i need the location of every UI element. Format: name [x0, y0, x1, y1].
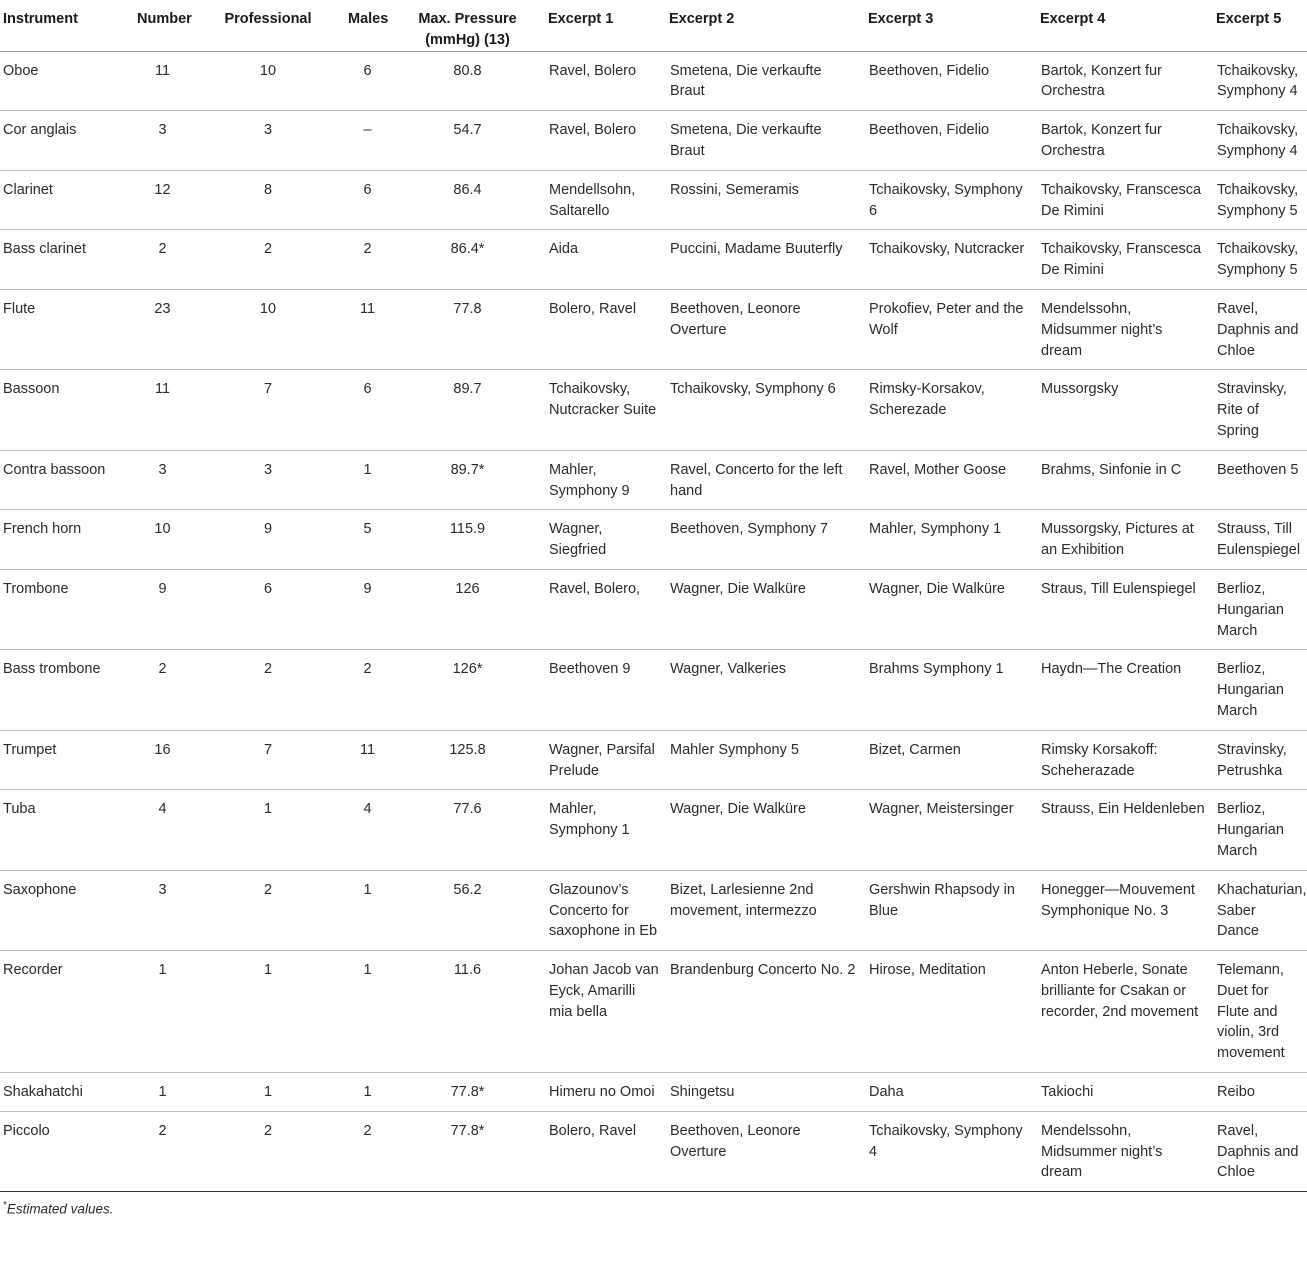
table-row — [0, 951, 1307, 1073]
cell-excerpt-2: Beethoven, Leonore Overture — [666, 289, 865, 369]
cell-excerpt-2: Beethoven, Symphony 7 — [666, 510, 865, 570]
cell-excerpt-4: Mussorgsky — [1037, 370, 1213, 450]
cell-number: 10 — [134, 510, 191, 570]
cell-excerpt-3: Prokofiev, Peter and the Wolf — [865, 289, 1037, 369]
cell-excerpt-2: Ravel, Concerto for the left hand — [666, 450, 865, 510]
cell-instrument: Saxophone — [0, 870, 134, 950]
header-excerpt-1: Excerpt 1 — [545, 0, 666, 51]
cell-instrument: Recorder — [0, 951, 134, 1073]
cell-excerpt-3: Wagner, Meistersinger — [865, 790, 1037, 870]
cell-number: 2 — [134, 650, 191, 730]
cell-max-pressure: 77.8* — [390, 1111, 545, 1191]
cell-males: 1 — [345, 870, 390, 950]
footnote-mark: * — [3, 1200, 7, 1212]
cell-excerpt-4: Bartok, Konzert fur Orchestra — [1037, 51, 1213, 111]
cell-excerpt-2: Brandenburg Concerto No. 2 — [666, 951, 865, 1073]
table-row — [0, 1111, 1307, 1191]
cell-professional: 9 — [191, 510, 345, 570]
cell-excerpt-2: Shingetsu — [666, 1073, 865, 1112]
cell-excerpt-1: Beethoven 9 — [545, 650, 666, 730]
cell-professional: 2 — [191, 650, 345, 730]
cell-excerpt-5: Tchaikovsky, Symphony 5 — [1213, 230, 1307, 290]
cell-excerpt-3: Gershwin Rhapsody in Blue — [865, 870, 1037, 950]
cell-excerpt-3: Hirose, Meditation — [865, 951, 1037, 1073]
cell-excerpt-4: Brahms, Sinfonie in C — [1037, 450, 1213, 510]
cell-males: 2 — [345, 650, 390, 730]
cell-excerpt-4: Tchaikovsky, Franscesca De Rimini — [1037, 230, 1213, 290]
cell-excerpt-4: Haydn—The Creation — [1037, 650, 1213, 730]
cell-excerpt-1: Wagner, Parsifal Prelude — [545, 730, 666, 790]
header-max-pressure — [390, 0, 545, 51]
cell-excerpt-3: Mahler, Symphony 1 — [865, 510, 1037, 570]
cell-excerpt-1: Ravel, Bolero — [545, 51, 666, 111]
cell-excerpt-5: Khachaturian, Saber Dance — [1213, 870, 1307, 950]
table-row — [0, 870, 1307, 950]
cell-excerpt-4: Straus, Till Eulenspiegel — [1037, 569, 1213, 649]
cell-number: 3 — [134, 870, 191, 950]
cell-instrument: Contra bassoon — [0, 450, 134, 510]
table-row — [0, 230, 1307, 290]
cell-number: 2 — [134, 230, 191, 290]
cell-excerpt-5: Reibo — [1213, 1073, 1307, 1112]
cell-excerpt-4: Honegger—Mouvement Symphonique No. 3 — [1037, 870, 1213, 950]
cell-max-pressure: 77.8 — [390, 289, 545, 369]
table-row — [0, 289, 1307, 369]
cell-excerpt-1: Tchaikovsky, Nutcracker Suite — [545, 370, 666, 450]
cell-excerpt-1: Ravel, Bolero, — [545, 569, 666, 649]
table-row — [0, 1073, 1307, 1112]
cell-excerpt-3: Ravel, Mother Goose — [865, 450, 1037, 510]
cell-excerpt-3: Beethoven, Fidelio — [865, 111, 1037, 171]
table-row — [0, 730, 1307, 790]
cell-professional: 3 — [191, 450, 345, 510]
cell-max-pressure: 80.8 — [390, 51, 545, 111]
cell-excerpt-2: Smetena, Die verkaufte Braut — [666, 51, 865, 111]
cell-max-pressure: 77.8* — [390, 1073, 545, 1112]
cell-excerpt-5: Tchaikovsky, Symphony 4 — [1213, 51, 1307, 111]
cell-instrument: Trumpet — [0, 730, 134, 790]
cell-max-pressure: 54.7 — [390, 111, 545, 171]
cell-excerpt-1: Bolero, Ravel — [545, 289, 666, 369]
cell-males: 11 — [345, 289, 390, 369]
cell-excerpt-1: Mahler, Symphony 1 — [545, 790, 666, 870]
cell-number: 2 — [134, 1111, 191, 1191]
header-number: Number — [134, 0, 191, 51]
cell-max-pressure: 86.4* — [390, 230, 545, 290]
cell-excerpt-5: Strauss, Till Eulenspiegel — [1213, 510, 1307, 570]
cell-number: 11 — [134, 370, 191, 450]
cell-instrument: Tuba — [0, 790, 134, 870]
cell-max-pressure: 126 — [390, 569, 545, 649]
cell-max-pressure: 56.2 — [390, 870, 545, 950]
cell-excerpt-5: Ravel, Daphnis and Chloe — [1213, 1111, 1307, 1191]
cell-professional: 10 — [191, 51, 345, 111]
cell-excerpt-1: Mahler, Symphony 9 — [545, 450, 666, 510]
cell-excerpt-4: Takiochi — [1037, 1073, 1213, 1112]
cell-excerpt-3: Rimsky-Korsakov, Scherezade — [865, 370, 1037, 450]
cell-excerpt-5: Berlioz, Hungarian March — [1213, 650, 1307, 730]
table-row — [0, 111, 1307, 171]
header-excerpt-4: Excerpt 4 — [1037, 0, 1213, 51]
table-row — [0, 510, 1307, 570]
cell-number: 9 — [134, 569, 191, 649]
cell-excerpt-4: Mendelssohn, Midsummer night’s dream — [1037, 1111, 1213, 1191]
cell-males: 1 — [345, 1073, 390, 1112]
table-row — [0, 170, 1307, 230]
cell-excerpt-1: Ravel, Bolero — [545, 111, 666, 171]
cell-number: 1 — [134, 951, 191, 1073]
cell-males: 11 — [345, 730, 390, 790]
cell-instrument: Oboe — [0, 51, 134, 111]
cell-excerpt-2: Puccini, Madame Buuterfly — [666, 230, 865, 290]
cell-excerpt-5: Tchaikovsky, Symphony 4 — [1213, 111, 1307, 171]
cell-max-pressure: 125.8 — [390, 730, 545, 790]
cell-excerpt-5: Berlioz, Hungarian March — [1213, 569, 1307, 649]
cell-excerpt-1: Aida — [545, 230, 666, 290]
cell-instrument: Bassoon — [0, 370, 134, 450]
table-body — [0, 51, 1307, 1192]
header-pressure-line2: (mmHg) (13) — [425, 31, 510, 48]
cell-professional: 2 — [191, 870, 345, 950]
cell-excerpt-2: Wagner, Valkeries — [666, 650, 865, 730]
cell-males: 1 — [345, 450, 390, 510]
cell-instrument: Flute — [0, 289, 134, 369]
cell-males: 6 — [345, 51, 390, 111]
cell-excerpt-4: Mendelssohn, Midsummer night’s dream — [1037, 289, 1213, 369]
cell-max-pressure: 126* — [390, 650, 545, 730]
cell-excerpt-5: Ravel, Daphnis and Chloe — [1213, 289, 1307, 369]
cell-excerpt-4: Bartok, Konzert fur Orchestra — [1037, 111, 1213, 171]
cell-max-pressure: 115.9 — [390, 510, 545, 570]
cell-number: 3 — [134, 111, 191, 171]
cell-max-pressure: 86.4 — [390, 170, 545, 230]
cell-instrument: Bass clarinet — [0, 230, 134, 290]
cell-excerpt-5: Telemann, Duet for Flute and violin, 3rd movement — [1213, 951, 1307, 1073]
footnote — [0, 1192, 1307, 1217]
cell-professional: 3 — [191, 111, 345, 171]
cell-males: – — [345, 111, 390, 171]
cell-professional: 7 — [191, 730, 345, 790]
header-excerpt-5: Excerpt 5 — [1213, 0, 1307, 51]
cell-instrument: Clarinet — [0, 170, 134, 230]
cell-instrument: Trombone — [0, 569, 134, 649]
cell-excerpt-3: Bizet, Carmen — [865, 730, 1037, 790]
cell-excerpt-2: Tchaikovsky, Symphony 6 — [666, 370, 865, 450]
cell-excerpt-3: Tchaikovsky, Symphony 4 — [865, 1111, 1037, 1191]
cell-max-pressure: 89.7 — [390, 370, 545, 450]
table-row — [0, 450, 1307, 510]
table-row — [0, 650, 1307, 730]
cell-instrument: Cor anglais — [0, 111, 134, 171]
header-pressure-line1: Max. Pressure — [418, 11, 517, 27]
header-row — [0, 0, 1307, 51]
cell-excerpt-5: Tchaikovsky, Symphony 5 — [1213, 170, 1307, 230]
cell-males: 4 — [345, 790, 390, 870]
cell-males: 2 — [345, 230, 390, 290]
header-excerpt-3: Excerpt 3 — [865, 0, 1037, 51]
cell-males: 6 — [345, 170, 390, 230]
table-row — [0, 370, 1307, 450]
cell-excerpt-5: Stravinsky, Rite of Spring — [1213, 370, 1307, 450]
cell-excerpt-4: Mussorgsky, Pictures at an Exhibition — [1037, 510, 1213, 570]
cell-max-pressure: 11.6 — [390, 951, 545, 1073]
cell-max-pressure: 77.6 — [390, 790, 545, 870]
cell-number: 16 — [134, 730, 191, 790]
cell-males: 2 — [345, 1111, 390, 1191]
cell-number: 1 — [134, 1073, 191, 1112]
cell-professional: 10 — [191, 289, 345, 369]
header-males: Males — [345, 0, 390, 51]
cell-professional: 7 — [191, 370, 345, 450]
cell-excerpt-5: Berlioz, Hungarian March — [1213, 790, 1307, 870]
cell-excerpt-1: Mendellsohn, Saltarello — [545, 170, 666, 230]
footnote-text: Estimated values. — [6, 1201, 114, 1217]
cell-excerpt-3: Daha — [865, 1073, 1037, 1112]
cell-excerpt-1: Himeru no Omoi — [545, 1073, 666, 1112]
cell-instrument: Shakahatchi — [0, 1073, 134, 1112]
cell-excerpt-2: Beethoven, Leonore Overture — [666, 1111, 865, 1191]
cell-excerpt-4: Rimsky Korsakoff: Scheherazade — [1037, 730, 1213, 790]
header-instrument: Instrument — [0, 0, 134, 51]
table-row — [0, 790, 1307, 870]
header-excerpt-2: Excerpt 2 — [666, 0, 865, 51]
cell-excerpt-2: Rossini, Semeramis — [666, 170, 865, 230]
cell-excerpt-1: Johan Jacob van Eyck, Amarilli mia bella — [545, 951, 666, 1073]
cell-number: 23 — [134, 289, 191, 369]
cell-professional: 6 — [191, 569, 345, 649]
cell-excerpt-3: Wagner, Die Walküre — [865, 569, 1037, 649]
cell-instrument: Piccolo — [0, 1111, 134, 1191]
cell-max-pressure: 89.7* — [390, 450, 545, 510]
cell-males: 5 — [345, 510, 390, 570]
cell-males: 1 — [345, 951, 390, 1073]
cell-excerpt-4: Tchaikovsky, Franscesca De Rimini — [1037, 170, 1213, 230]
cell-excerpt-1: Wagner, Siegfried — [545, 510, 666, 570]
cell-professional: 8 — [191, 170, 345, 230]
cell-professional: 1 — [191, 1073, 345, 1112]
cell-males: 9 — [345, 569, 390, 649]
cell-professional: 2 — [191, 1111, 345, 1191]
cell-males: 6 — [345, 370, 390, 450]
cell-excerpt-5: Stravinsky, Petrushka — [1213, 730, 1307, 790]
cell-excerpt-2: Bizet, Larlesienne 2nd movement, intermezzo — [666, 870, 865, 950]
cell-number: 11 — [134, 51, 191, 111]
cell-excerpt-3: Tchaikovsky, Nutcracker — [865, 230, 1037, 290]
cell-excerpt-2: Wagner, Die Walküre — [666, 790, 865, 870]
cell-excerpt-3: Beethoven, Fidelio — [865, 51, 1037, 111]
table-row — [0, 51, 1307, 111]
cell-number: 12 — [134, 170, 191, 230]
cell-number: 4 — [134, 790, 191, 870]
cell-professional: 1 — [191, 951, 345, 1073]
cell-excerpt-5: Beethoven 5 — [1213, 450, 1307, 510]
cell-instrument: French horn — [0, 510, 134, 570]
cell-excerpt-4: Strauss, Ein Heldenleben — [1037, 790, 1213, 870]
cell-instrument: Bass trombone — [0, 650, 134, 730]
cell-excerpt-2: Wagner, Die Walküre — [666, 569, 865, 649]
cell-excerpt-2: Smetena, Die verkaufte Braut — [666, 111, 865, 171]
cell-excerpt-1: Glazounov’s Concerto for saxophone in Eb — [545, 870, 666, 950]
cell-professional: 2 — [191, 230, 345, 290]
cell-excerpt-3: Brahms Symphony 1 — [865, 650, 1037, 730]
cell-excerpt-2: Mahler Symphony 5 — [666, 730, 865, 790]
cell-excerpt-3: Tchaikovsky, Symphony 6 — [865, 170, 1037, 230]
table-row — [0, 569, 1307, 649]
cell-excerpt-1: Bolero, Ravel — [545, 1111, 666, 1191]
cell-number: 3 — [134, 450, 191, 510]
cell-excerpt-4: Anton Heberle, Sonate brilliante for Csakan or recorder, 2nd movement — [1037, 951, 1213, 1073]
cell-professional: 1 — [191, 790, 345, 870]
table-header — [0, 0, 1307, 51]
header-professional: Professional — [191, 0, 345, 51]
